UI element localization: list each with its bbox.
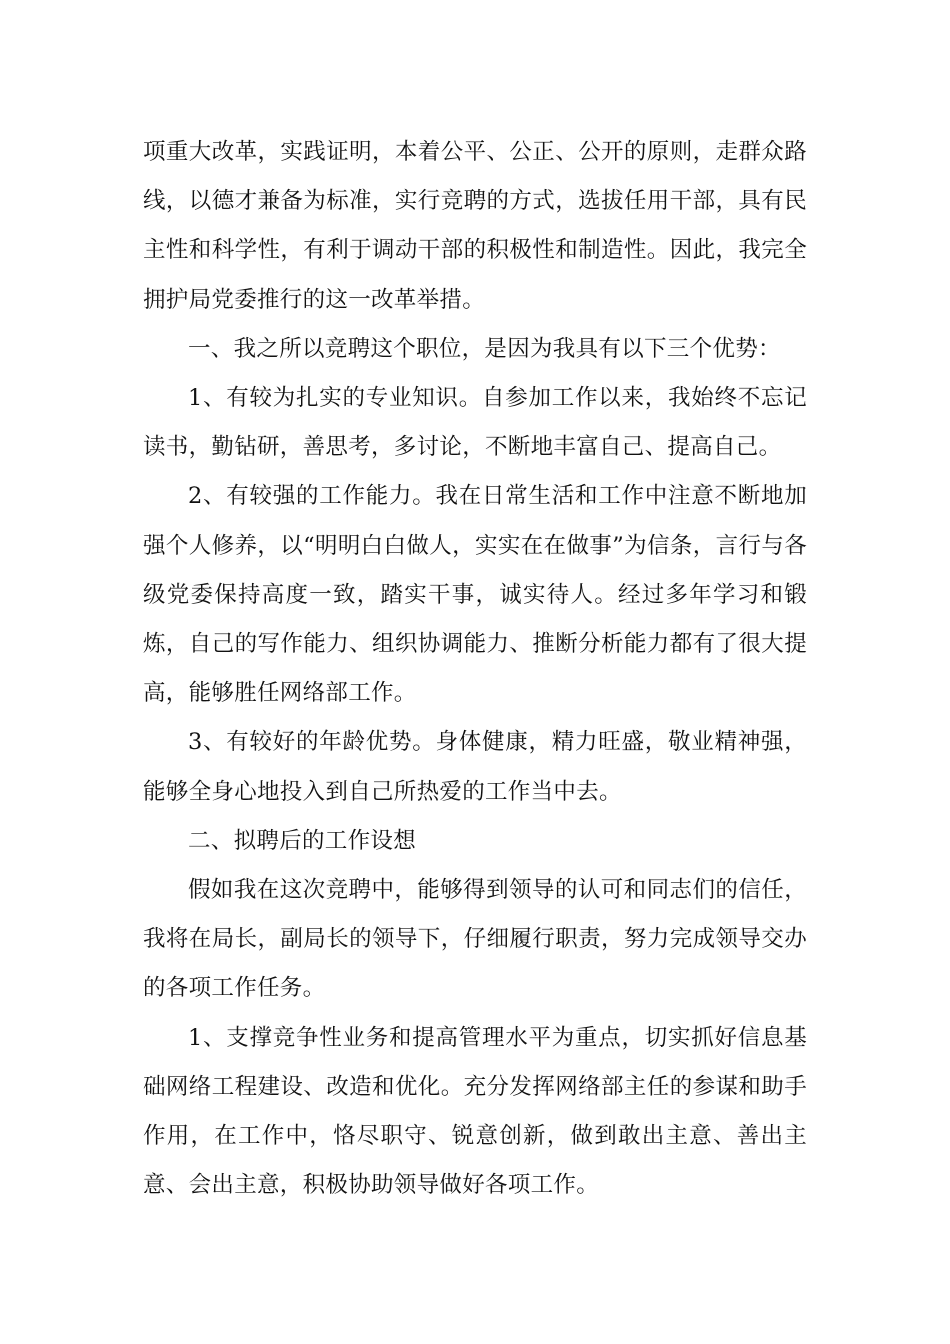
paragraph-plan-one: 1、支撑竞争性业务和提高管理水平为重点，切实抓好信息基础网络工程建设、改造和优化。充分发挥网络部主任的参谋和助手作用，在工作中，恪尽职守、锐意创新，做到敢出主意、善出主意、会出主意，积极协助领导做好各项工作。 — [143, 1024, 807, 1199]
section-heading-advantages: 一、我之所以竞聘这个职位，是因为我具有以下三个优势： — [188, 335, 781, 362]
paragraph-continuation: 项重大改革，实践证明，本着公平、公正、公开的原则，走群众路线，以德才兼备为标准，实行竞聘的方式，选拔任用干部，具有民主性和科学性，有利于调动干部的积极性和制造性。因此，我完全拥护局党委推行的这一改革举措。 — [143, 139, 807, 313]
paragraph-advantage-knowledge: 1、有较为扎实的专业知识。自参加工作以来，我始终不忘记读书，勤钻研，善思考，多讨论，不断地丰富自己、提高自己。 — [143, 385, 807, 461]
section-heading-plans: 二、拟聘后的工作设想 — [188, 827, 417, 854]
paragraph-plans-intro: 假如我在这次竞聘中，能够得到领导的认可和同志们的信任，我将在局长，副局长的领导下，仔细履行职责，努力完成领导交办的各项工作任务。 — [143, 877, 807, 1002]
document-body — [143, 128, 807, 1210]
paragraph-advantage-age: 3、有较好的年龄优势。身体健康，精力旺盛，敬业精神强，能够全身心地投入到自己所热爱的工作当中去。 — [143, 729, 807, 805]
paragraph-advantage-ability: 2、有较强的工作能力。我在日常生活和工作中注意不断地加强个人修养，以“明明白白做人，实实在在做事”为信条，言行与各级党委保持高度一致，踏实干事，诚实待人。经过多年学习和锻炼，自己的写作能力、组织协调能力、推断分析能力都有了很大提高，能够胜任网络部工作。 — [143, 483, 807, 707]
